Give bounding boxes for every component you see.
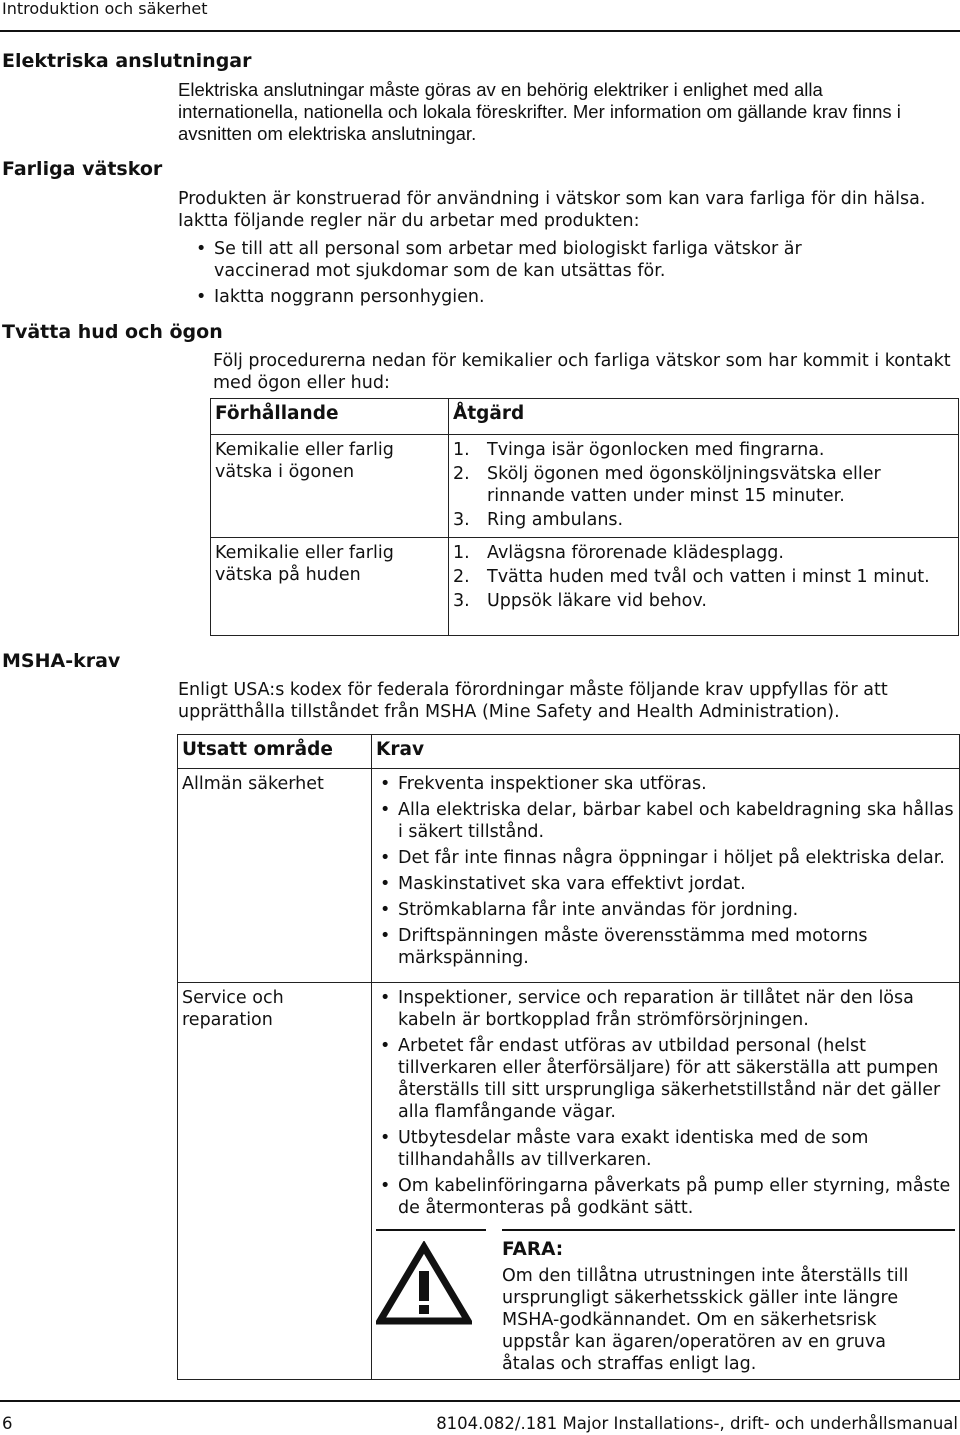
warning-title: FARA: xyxy=(502,1239,564,1260)
list-item: • Om kabelinföringarna påverkats på pump eller styrning, måste de återmonteras på godkänt sätt. xyxy=(376,1175,955,1219)
list-item: • Maskinstativet ska vara effektivt jordat. xyxy=(376,873,955,895)
list-item: • Det får inte finnas några öppningar i höljet på elektriska delar. xyxy=(376,847,955,869)
list-item: • Iaktta noggrann personhygien. xyxy=(192,286,892,308)
list-item: • Se till att all personal som arbetar med biologiskt farliga vätskor är vaccinerad mot sjukdomar som de kan utsättas för. xyxy=(192,238,892,282)
table-row xyxy=(178,983,960,1380)
heading-electrical: Elektriska anslutningar xyxy=(2,50,252,72)
list-item: 3. Ring ambulans. xyxy=(453,510,624,530)
page-number: 6 xyxy=(2,1414,13,1433)
msha-col-area: Utsatt område xyxy=(178,735,372,769)
list-item: • Alla elektriska delar, bärbar kabel och kabeldragning ska hållas i säkert tillstånd. xyxy=(376,799,955,843)
requirement-cell xyxy=(372,769,960,983)
area-cell: Allmän säkerhet xyxy=(178,769,372,983)
warning-triangle-icon xyxy=(376,1241,472,1325)
list-item: • Frekventa inspektioner ska utföras. xyxy=(376,773,955,795)
warning-text: Om den tillåtna utrustningen inte återställs till ursprungligt säkerhetsskick gäller inte längre MSHA-godkännandet. Om en säkerhetsrisk uppstår kan ägaren/operatören av en gruva åtalas och straffas enligt lag. xyxy=(502,1266,909,1374)
list-item: 1. Tvinga isär ögonlocken med fingrarna. xyxy=(453,440,825,460)
warning-block xyxy=(376,1229,955,1375)
table-row xyxy=(178,769,960,983)
hazardous-liquids-bullets xyxy=(192,238,892,312)
footer-rule xyxy=(0,1400,960,1402)
heading-hazardous-liquids: Farliga vätskor xyxy=(2,158,163,180)
warning-icon-box xyxy=(376,1229,486,1375)
doc-title: 8104.082/.181 Major Installations-, drift- och underhållsmanual xyxy=(436,1414,958,1433)
area-cell: Service och reparation xyxy=(178,983,372,1380)
wash-text: Följ procedurerna nedan för kemikalier och farliga vätskor som har kommit i kontakt med ögon eller hud: xyxy=(213,351,951,393)
list-item: • Inspektioner, service och reparation är tillåtet när den lösa kabeln är bortkopplad från strömförsörjningen. xyxy=(376,987,955,1031)
requirement-cell xyxy=(372,983,960,1380)
running-title: Introduktion och säkerhet xyxy=(2,0,208,18)
electrical-text: Elektriska anslutningar måste göras av en behörig elektriker i enlighet med alla internationella, nationella och lokala föreskrifter. Mer information om gällande krav finns i avsnitten om elektriska anslutningar. xyxy=(178,79,901,144)
table-row xyxy=(211,538,959,636)
header-rule xyxy=(0,30,960,32)
list-item: • Utbytesdelar måste vara exakt identiska med de som tillhandahålls av tillverkaren. xyxy=(376,1127,955,1171)
list-item: 2. Skölj ögonen med ögonsköljningsvätska eller rinnande vatten under minst 15 minuter. xyxy=(453,464,881,506)
list-item: • Arbetet får endast utföras av utbildad personal (helst tillverkaren eller återförsäljare) för att säkerställa att pumpen återställs till sitt ursprungliga säkerhetstillstånd när det gäller alla flamfångande vägar. xyxy=(376,1035,955,1123)
wash-col-condition: Förhållande xyxy=(211,399,449,435)
requirement-list xyxy=(376,773,955,969)
wash-table xyxy=(210,398,959,636)
heading-msha: MSHA-krav xyxy=(2,650,121,672)
list-item: 3. Uppsök läkare vid behov. xyxy=(453,591,707,611)
list-item: • Driftspänningen måste överensstämma med motorns märkspänning. xyxy=(376,925,955,969)
msha-text: Enligt USA:s kodex för federala förordningar måste följande krav uppfyllas för att upprätthålla tillståndet från MSHA (Mine Safety and Health Administration). xyxy=(178,680,888,722)
table-row xyxy=(211,435,959,538)
hazardous-liquids-text: Produkten är konstruerad för användning i vätskor som kan vara farliga för din hälsa. Iaktta följande regler när du arbetar med produkten: xyxy=(178,189,926,231)
steps-cell xyxy=(449,538,959,636)
heading-wash: Tvätta hud och ögon xyxy=(2,321,223,343)
msha-col-requirement: Krav xyxy=(372,735,960,769)
steps-list xyxy=(453,439,954,531)
requirement-list xyxy=(376,987,955,1219)
wash-col-action: Åtgärd xyxy=(449,399,959,435)
list-item: 1. Avlägsna förorenade klädesplagg. xyxy=(453,543,784,563)
condition-cell: Kemikalie eller farlig vätska på huden xyxy=(211,538,449,636)
warning-text-box xyxy=(502,1229,955,1375)
steps-cell xyxy=(449,435,959,538)
condition-cell: Kemikalie eller farlig vätska i ögonen xyxy=(211,435,449,538)
list-item: • Strömkablarna får inte användas för jordning. xyxy=(376,899,955,921)
msha-table xyxy=(177,734,960,1380)
steps-list xyxy=(453,542,954,612)
list-item: 2. Tvätta huden med tvål och vatten i minst 1 minut. xyxy=(453,567,930,587)
